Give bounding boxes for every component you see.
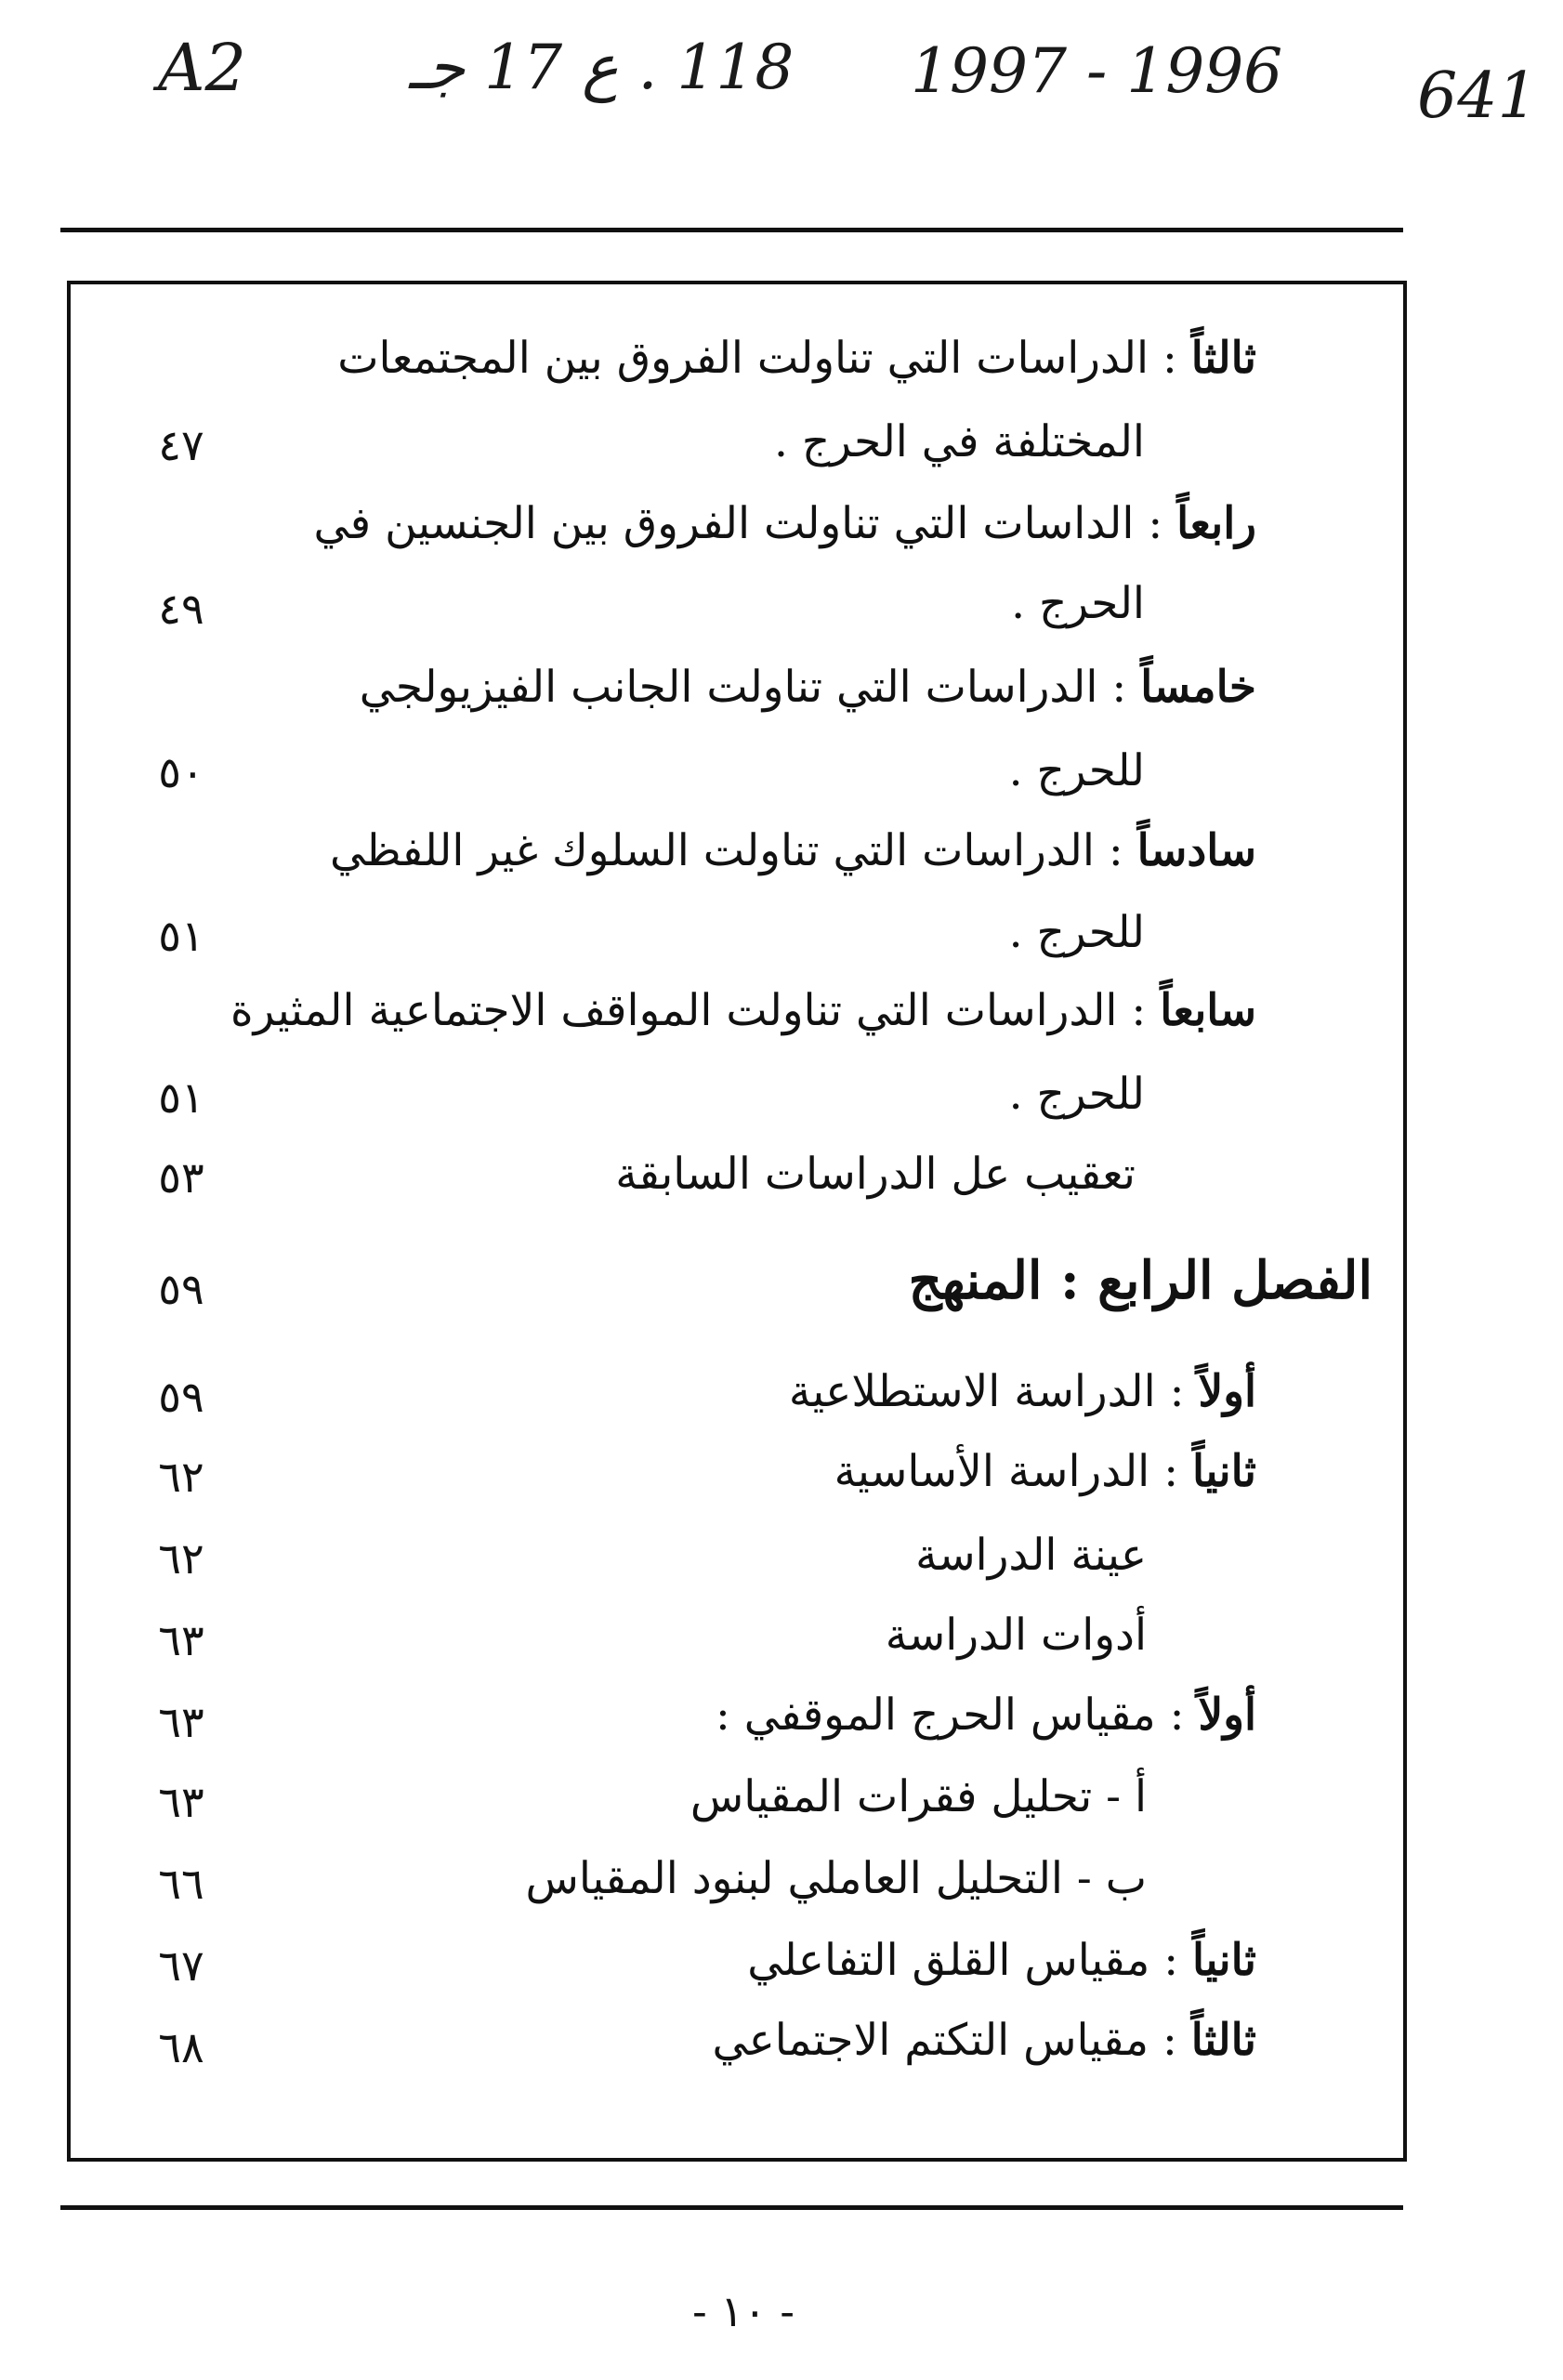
entry-label: ثالثاً	[1190, 2015, 1256, 2066]
toc-entry-line: سادساً : الدراسات التي تناولت السلوك غير اللفظي	[329, 825, 1256, 876]
entry-label: رابعاً	[1176, 498, 1256, 549]
toc-page-number: ٦٢	[158, 1533, 204, 1584]
entry-text: الدراسات التي تناولت المواقف الاجتماعية المثيرة	[230, 985, 1118, 1036]
entry-text: مقياس التكتم الاجتماعي	[712, 2015, 1149, 2066]
entry-label: ثانياً	[1192, 1935, 1256, 1986]
toc-entry-line: ب - التحليل العاملي لبنود المقياس	[525, 1853, 1147, 1904]
toc-entry-continuation: للحرج .	[1008, 1069, 1145, 1120]
entry-text: مقياس الحرج الموقفي :	[715, 1690, 1156, 1741]
toc-entry-line: أ - تحليل فقرات المقياس	[690, 1771, 1147, 1822]
toc-entry-continuation: الحرج .	[1011, 578, 1145, 629]
toc-entry-line: ثانياً : مقياس القلق التفاعلي	[747, 1935, 1256, 1986]
chapter-page-number: ٥٩	[158, 1264, 204, 1314]
toc-entry-line: ثالثاً : مقياس التكتم الاجتماعي	[712, 2015, 1256, 2066]
entry-label: أولاً	[1198, 1366, 1256, 1417]
entry-text: الدراسة الأساسية	[834, 1446, 1150, 1497]
toc-entry-line: سابعاً : الدراسات التي تناولت المواقف الاجتماعية المثيرة	[230, 985, 1256, 1036]
entry-label: ثانياً	[1192, 1446, 1256, 1497]
toc-entry-line: أولاً : الدراسة الاستطلاعية	[788, 1366, 1256, 1417]
toc-entry-continuation: للحرج .	[1008, 907, 1145, 958]
entry-label: أولاً	[1198, 1690, 1256, 1741]
toc-entry-line: رابعاً : الداسات التي تناولت الفروق بين الجنسين في	[313, 498, 1256, 549]
toc-entry-line: ثانياً : الدراسة الأساسية	[834, 1446, 1256, 1497]
toc-entry-line: أدوات الدراسة	[885, 1610, 1147, 1661]
toc-page-number: ٦٣	[158, 1615, 204, 1665]
handwritten-shelf-mark: 118 . ع 17 جـ	[409, 32, 795, 103]
toc-entry-continuation: للحرج .	[1008, 745, 1145, 796]
entry-text: الدراسة الاستطلاعية	[788, 1366, 1156, 1417]
toc-entry-line: أولاً : مقياس الحرج الموقفي :	[715, 1690, 1256, 1741]
entry-text: الدراسات التي تناولت الجانب الفيزيولجي	[359, 662, 1098, 713]
toc-page-number: ٦٨	[158, 2022, 204, 2072]
entry-text: مقياس القلق التفاعلي	[747, 1935, 1150, 1986]
toc-page-number: ٦٢	[158, 1452, 204, 1502]
handwritten-folio-number: 641	[1417, 59, 1538, 133]
toc-page-number: ٥٩	[158, 1372, 204, 1422]
toc-page-number: ٦٣	[158, 1777, 204, 1827]
toc-entry-line: ثالثاً : الدراسات التي تناولت الفروق بين المجتمعات	[337, 333, 1256, 384]
page-number: - ١٠ -	[692, 2286, 795, 2336]
toc-entry-line: خامساً : الدراسات التي تناولت الجانب الفيزيولجي	[359, 662, 1256, 713]
entry-text: الدراسات التي تناولت السلوك غير اللفظي	[329, 825, 1095, 876]
entry-label: خامساً	[1140, 662, 1256, 713]
toc-page-number: ٥١	[158, 911, 204, 961]
toc-page-number: ٤٩	[158, 584, 204, 634]
entry-label: سادساً	[1136, 825, 1256, 876]
entry-label: سابعاً	[1160, 985, 1256, 1036]
toc-entry-line: تعقيب عل الدراسات السابقة	[615, 1149, 1136, 1200]
chapter-heading: الفصل الرابع : المنهج	[908, 1250, 1373, 1311]
handwritten-years: 1997 - 1996	[911, 35, 1283, 107]
toc-page-number: ٥٠	[158, 747, 204, 797]
toc-page-number: ٦٣	[158, 1697, 204, 1747]
toc-page-number: ٦٦	[158, 1859, 204, 1909]
toc-page-number: ٥٣	[158, 1152, 204, 1203]
toc-page-number: ٥١	[158, 1072, 204, 1123]
handwritten-mark: A2	[158, 30, 247, 106]
toc-entry-continuation: المختلفة في الحرج .	[774, 416, 1145, 467]
toc-page-number: ٦٧	[158, 1940, 204, 1991]
entry-text: الداسات التي تناولت الفروق بين الجنسين في	[313, 498, 1135, 549]
top-rule	[60, 228, 1403, 232]
bottom-rule	[60, 2205, 1403, 2210]
toc-entry-line: عينة الدراسة	[915, 1530, 1147, 1581]
entry-label: ثالثاً	[1190, 333, 1256, 384]
toc-page-number: ٤٧	[158, 420, 204, 470]
entry-text: الدراسات التي تناولت الفروق بين المجتمعات	[337, 333, 1149, 384]
